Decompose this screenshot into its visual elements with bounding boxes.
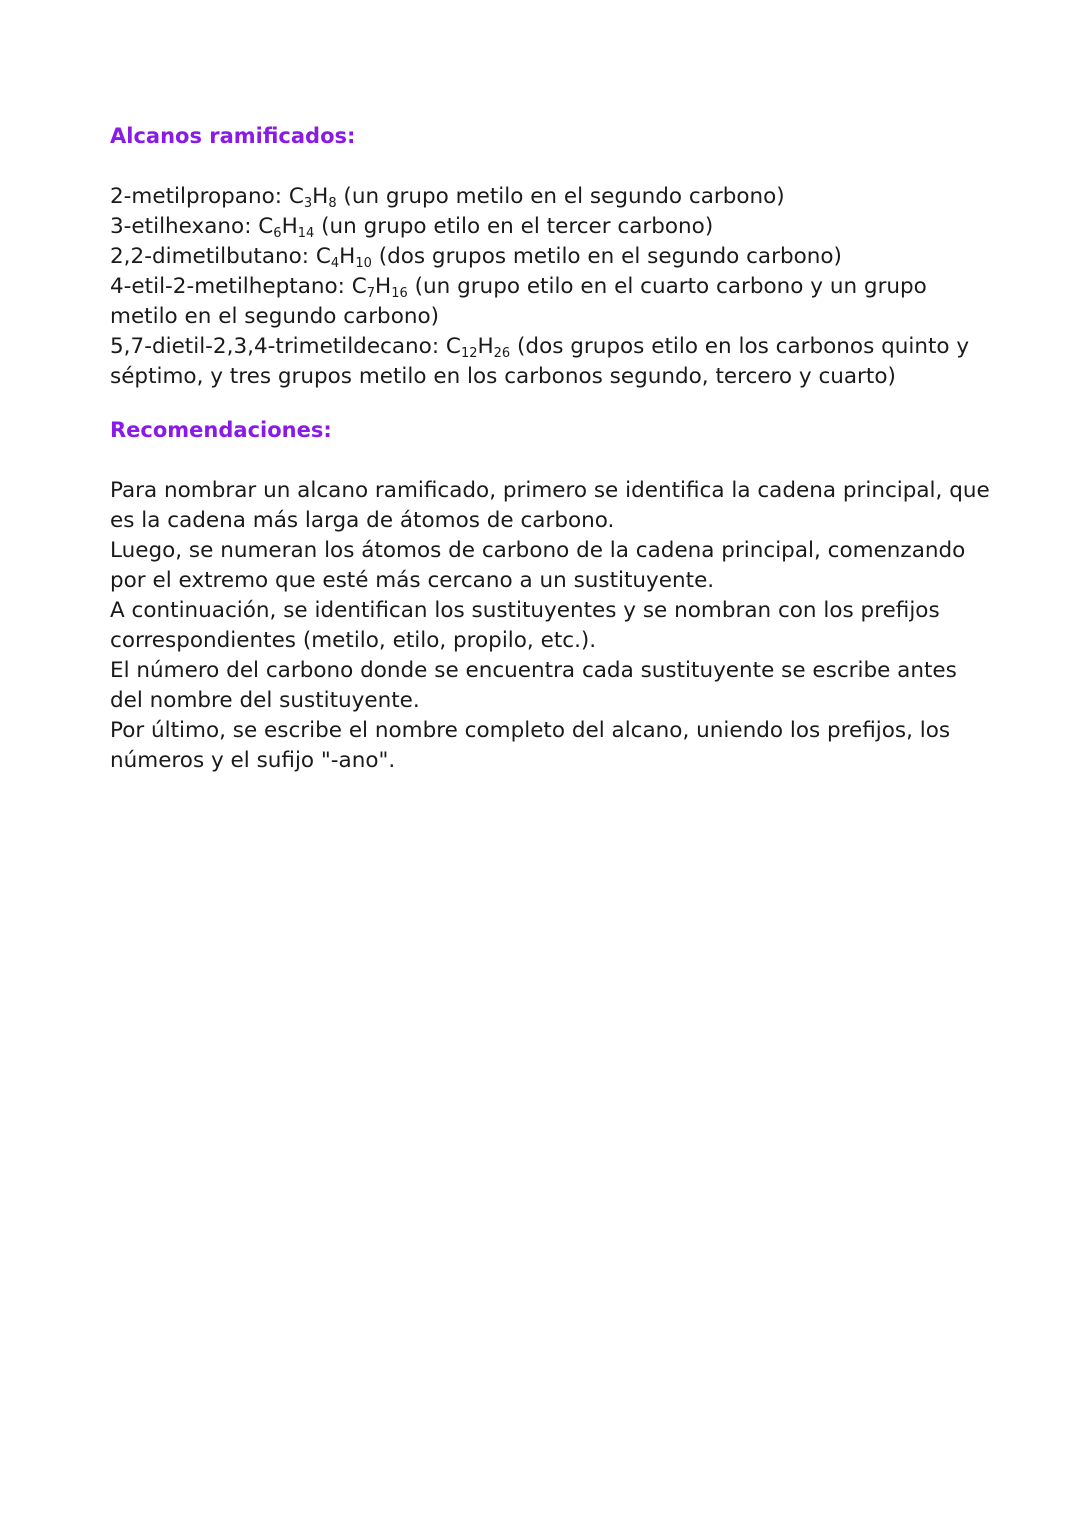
recommendation-paragraph: Luego, se numeran los átomos de carbono de la cadena principal, comenzando por el extremo que esté más cercano a un sustituyente. <box>110 538 966 593</box>
alkane-item <box>110 272 990 332</box>
recommendation-paragraph: A continuación, se identifican los sustituyentes y se nombran con los prefijos correspondientes (metilo, etilo, propilo, etc.). <box>110 598 940 653</box>
alkane-item <box>110 212 990 242</box>
recommendation-paragraph: Para nombrar un alcano ramificado, primero se identifica la cadena principal, que es la cadena más larga de átomos de carbono. <box>110 478 990 533</box>
alkanes-list <box>110 182 990 392</box>
alkane-item <box>110 182 990 212</box>
alkane-formula: $C_6H_{14}$ <box>258 214 315 241</box>
alkane-item <box>110 242 990 272</box>
recommendations-heading: Recomendaciones: <box>110 418 332 442</box>
alkane-name: 3-etilhexano: <box>110 214 259 239</box>
recommendation-paragraph: Por último, se escribe el nombre completo del alcano, uniendo los prefijos, los números y el sufijo "-ano". <box>110 718 951 773</box>
alkane-description: (dos grupos etilo en los carbonos quinto y séptimo, y tres grupos metilo en los carbonos segundo, tercero y cuarto) <box>110 334 970 389</box>
recommendations-text <box>110 476 990 776</box>
alkane-name: 2,2-dimetilbutano: <box>110 244 316 269</box>
recommendation-paragraph: El número del carbono donde se encuentra cada sustituyente se escribe antes del nombre del sustituyente. <box>110 658 957 713</box>
alkane-description: (un grupo etilo en el cuarto carbono y un grupo metilo en el segundo carbono) <box>110 274 927 329</box>
alkane-description: (un grupo etilo en el tercer carbono) <box>314 214 714 239</box>
alkane-item <box>110 332 990 392</box>
document-page <box>110 118 990 776</box>
alkane-name: 5,7-dietil-2,3,4-trimetildecano: <box>110 334 446 359</box>
alkane-name: 2-metilpropano: <box>110 184 289 209</box>
alkane-formula: $C_3H_8$ <box>288 184 337 211</box>
alkane-name: 4-etil-2-metilheptano: <box>110 274 352 299</box>
alkane-description: (dos grupos metilo en el segundo carbono) <box>371 244 842 269</box>
alkanes-heading: Alcanos ramificados: <box>110 124 356 148</box>
alkane-description: (un grupo metilo en el segundo carbono) <box>336 184 785 209</box>
alkane-formula: $C_7H_{16}$ <box>351 274 408 301</box>
alkane-formula: $C_{12}H_{26}$ <box>445 334 511 361</box>
alkane-formula: $C_4H_{10}$ <box>315 244 372 271</box>
